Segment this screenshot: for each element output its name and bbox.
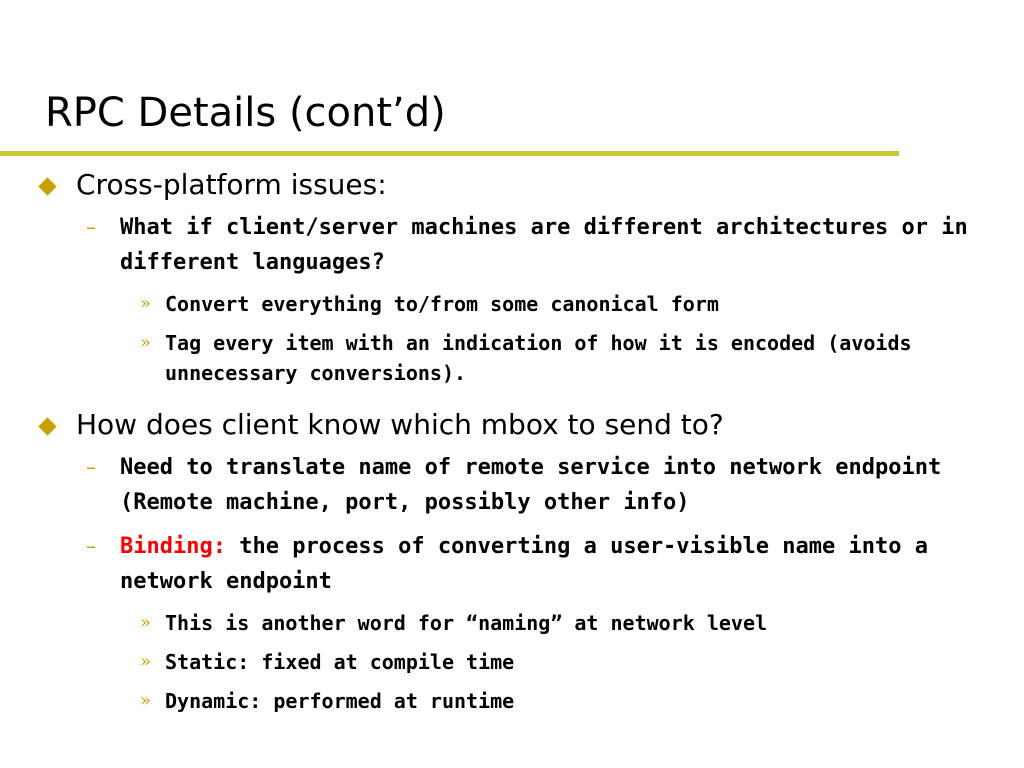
- bullet-text: How does client know which mbox to send to?: [76, 408, 724, 441]
- bullet-text: Dynamic: performed at runtime: [165, 689, 515, 713]
- bullet-text: the process of converting a user-visible name into a network endpoint: [120, 534, 928, 594]
- bullet-text: Cross-platform issues:: [76, 168, 387, 201]
- bullet-level-3: [0, 328, 1024, 388]
- bullet-level-3: [0, 686, 1024, 716]
- bullet-level-2: [0, 529, 1024, 599]
- chevron-bullet-icon: »: [140, 332, 152, 353]
- bullet-level-3: [0, 647, 1024, 677]
- diamond-bullet-icon: [38, 417, 56, 435]
- slide-body: [0, 166, 1024, 725]
- bullet-level-3: [0, 289, 1024, 319]
- bullet-text: This is another word for “naming” at network level: [165, 611, 768, 635]
- title-divider: [0, 151, 899, 156]
- highlighted-term: Binding:: [120, 534, 226, 559]
- diamond-bullet-icon: [38, 177, 56, 195]
- bullet-level-1: [0, 166, 1024, 204]
- bullet-text: What if client/server machines are different architectures or in different languages?: [120, 215, 968, 275]
- bullet-level-3: [0, 608, 1024, 638]
- bullet-text: Static: fixed at compile time: [165, 650, 515, 674]
- bullet-level-2: [0, 210, 1024, 280]
- dash-bullet-icon: –: [86, 215, 96, 239]
- chevron-bullet-icon: »: [140, 690, 152, 711]
- chevron-bullet-icon: »: [140, 651, 152, 672]
- dash-bullet-icon: –: [86, 534, 96, 558]
- chevron-bullet-icon: »: [140, 612, 152, 633]
- bullet-text: Tag every item with an indication of how it is encoded (avoids unnecessary conversions).: [165, 331, 912, 385]
- bullet-level-1: [0, 406, 1024, 444]
- chevron-bullet-icon: »: [140, 293, 152, 314]
- slide-title: RPC Details (cont’d): [45, 90, 446, 136]
- bullet-level-2: [0, 450, 1024, 520]
- bullet-text: Need to translate name of remote service into network endpoint (Remote machine, port, possibly other info): [120, 455, 942, 515]
- dash-bullet-icon: –: [86, 455, 96, 479]
- bullet-text: Convert everything to/from some canonical form: [165, 292, 719, 316]
